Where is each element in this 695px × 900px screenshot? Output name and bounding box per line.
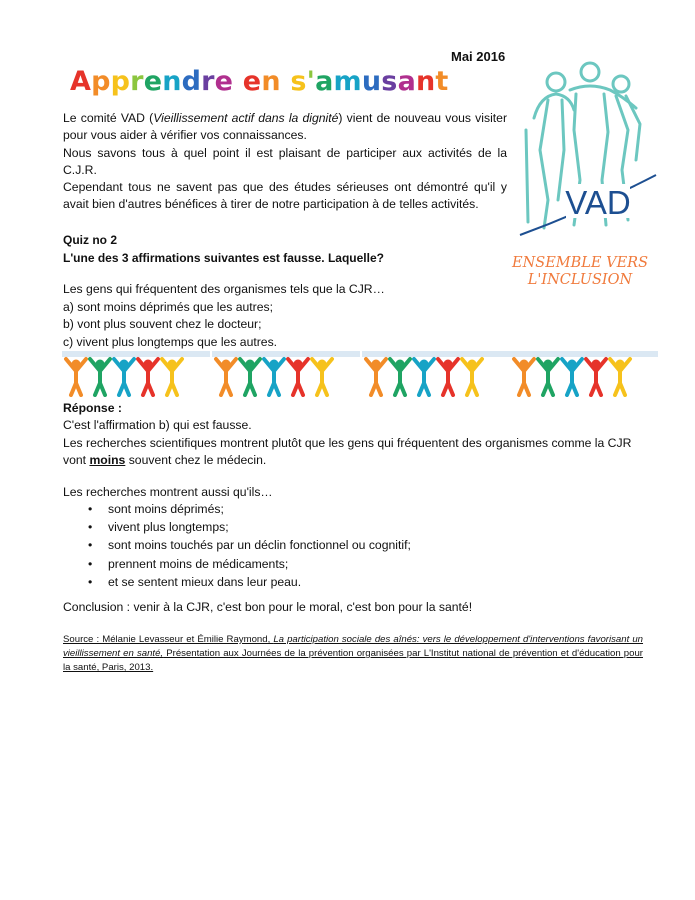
list-item: • sont moins déprimés; [88, 500, 411, 518]
quiz-prompt: L'une des 3 affirmations suivantes est fausse. Laquelle? [63, 250, 384, 265]
person-figure-icon [562, 359, 582, 395]
person-figure-icon [288, 359, 308, 395]
intro-text-b: ) vient de nouveau vous visiter pour vous aider à vérifier vos connaissances. [63, 111, 507, 143]
list-item: • vivent plus longtemps; [88, 518, 411, 536]
quiz-question [63, 281, 385, 351]
motto-line-1: ENSEMBLE VERS [511, 255, 649, 271]
person-figure-icon [264, 359, 284, 395]
person-figure-icon [138, 359, 158, 395]
title-letter: r [201, 66, 215, 97]
person-figure-icon [414, 359, 434, 395]
list-item: • et se sentent mieux dans leur peau. [88, 573, 411, 591]
title-letter: n [261, 66, 281, 97]
answer-text-b: souvent chez le médecin. [125, 452, 267, 467]
answer-section [63, 400, 653, 469]
title-letter: d [181, 66, 202, 97]
title-letter: p [91, 66, 111, 97]
person-figure-icon [514, 359, 534, 395]
person-figure-icon [90, 359, 110, 395]
answer-line-2 [63, 435, 653, 470]
person-figure-icon [312, 359, 332, 395]
title-letter: A [70, 66, 92, 97]
person-figure-icon [538, 359, 558, 395]
source-suffix: Présentation aux Journées de la prévention organisées par L'Institut national de prévention et d'éducation pour la santé, Paris, 2013. [63, 648, 643, 673]
title-letter: ' [306, 66, 316, 97]
person-figure-icon [216, 359, 236, 395]
people-divider [62, 351, 658, 397]
question-lead: Les gens qui fréquentent des organismes tels que la CJR… [63, 282, 385, 296]
person-figure-icon [462, 359, 482, 395]
answer-emphasis: moins [89, 452, 126, 467]
title-letter: e [214, 66, 234, 97]
title-letter: a [397, 66, 416, 97]
title-letter: n [415, 66, 436, 97]
source-citation [63, 633, 643, 675]
option-c: c) vivent plus longtemps que les autres. [63, 334, 278, 349]
title-letter: n [162, 66, 182, 97]
divider-band [362, 351, 510, 357]
option-a: a) sont moins déprimés que les autres; [63, 299, 273, 314]
option-b: b) vont plus souvent chez le docteur; [63, 317, 262, 331]
person-figure-icon [114, 359, 134, 395]
title-letter: m [333, 66, 362, 97]
title-letter: e [143, 66, 163, 97]
findings-lead: Les recherches montrent aussi qu'ils… [63, 485, 273, 499]
person-figure-icon [586, 359, 606, 395]
title-letter: e [242, 66, 262, 97]
vad-logo [518, 60, 658, 240]
intro-paragraph-3: Cependant tous ne savent pas que des études sérieuses ont démontré qu'il y avait bien d'autres bénéfices à tirer de notre participation à de telles activités. [63, 180, 507, 212]
title-letter [281, 66, 291, 97]
person-figure-icon [240, 359, 260, 395]
title-letter: s [290, 66, 307, 97]
list-item: • prennent moins de médicaments; [88, 555, 411, 573]
quiz-number: Quiz no 2 [63, 233, 117, 247]
title-letter: a [315, 66, 334, 97]
source-title: La participation sociale des aînés: vers le développement d'interventions favorisant un vieillissement en santé, [63, 634, 644, 659]
person-figure-icon [162, 359, 182, 395]
title-letter: u [361, 66, 382, 97]
document-date: Mai 2016 [451, 49, 506, 64]
list-item: • sont moins touchés par un déclin fonctionnel ou cognitif; [88, 536, 411, 554]
title-letter: p [110, 66, 131, 97]
answer-line-1: C'est l'affirmation b) qui est fausse. [63, 418, 252, 433]
answer-heading: Réponse : [63, 401, 122, 415]
intro-text-a: Le comité VAD ( [63, 111, 154, 125]
person-figure-icon [610, 359, 630, 395]
intro-text [63, 110, 507, 214]
answer-text-a: Les recherches scientifiques montrent plutôt que les gens qui fréquentent des organismes comme la CJR vont [63, 435, 632, 467]
intro-paragraph-2: Nous savons tous à quel point il est plaisant de participer aux activités de la C.J.R. [63, 145, 507, 177]
intro-paragraph-1 [63, 110, 507, 145]
findings-list [88, 500, 411, 591]
divider-band [510, 351, 658, 357]
intro-italic: Vieillissement actif dans la dignité [153, 111, 339, 125]
page-title [70, 66, 449, 97]
title-letter [233, 66, 243, 97]
title-letter: r [130, 66, 144, 97]
person-figure-icon [438, 359, 458, 395]
person-figure-icon [390, 359, 410, 395]
divider-band [212, 351, 360, 357]
logo-text: VAD [565, 184, 631, 221]
quiz-heading [63, 232, 384, 267]
source-prefix: Source : Mélanie Levasseur et Émilie Raymond, [63, 634, 274, 645]
logo-motto [500, 255, 660, 289]
title-letter: t [435, 66, 449, 97]
motto-line-2: L'INCLUSION [527, 272, 633, 288]
conclusion: Conclusion : venir à la CJR, c'est bon pour le moral, c'est bon pour la santé! [63, 600, 473, 614]
person-figure-icon [366, 359, 386, 395]
person-figure-icon [66, 359, 86, 395]
title-letter: s [381, 66, 398, 97]
divider-band [62, 351, 210, 357]
